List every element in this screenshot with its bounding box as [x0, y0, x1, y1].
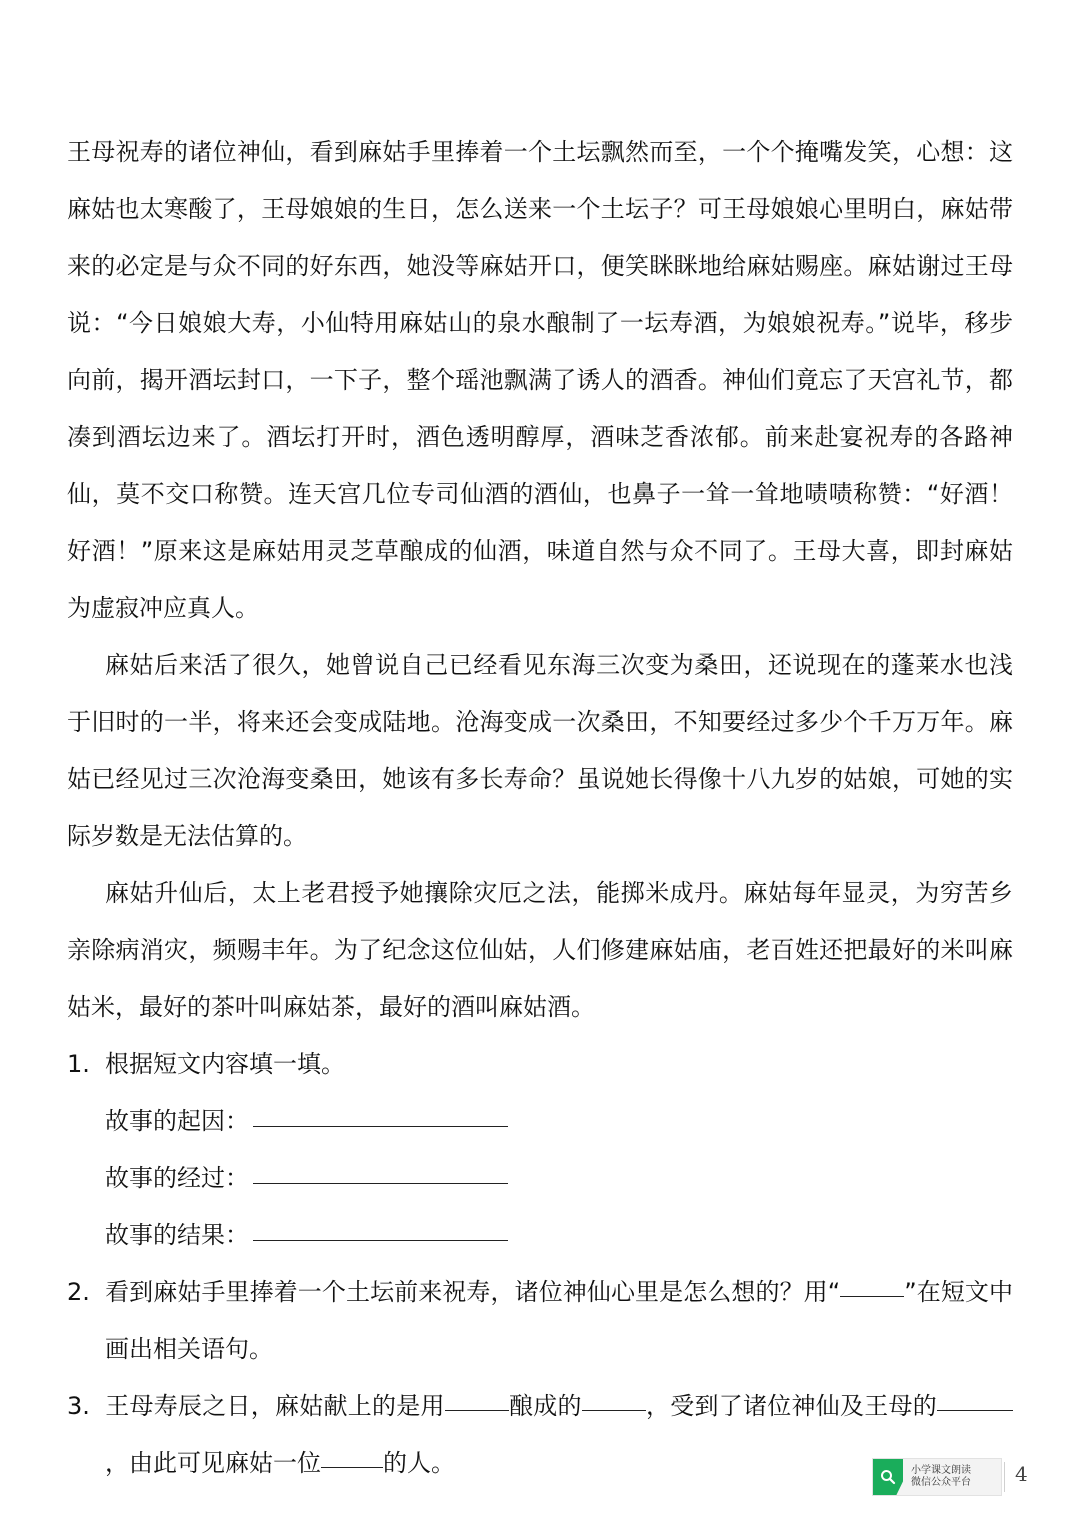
footer-divider: [1004, 1462, 1005, 1492]
question-2-text-part2: ”在短文中画出相关语句。: [105, 1278, 1013, 1363]
question-2-text-part1: 看到麻姑手里捧着一个土坛前来祝寿，诸位神仙心里是怎么想的？用“: [105, 1278, 841, 1306]
search-icon: [873, 1459, 903, 1495]
wechat-platform-logo: [872, 1458, 1002, 1496]
process-answer-blank[interactable]: [253, 1159, 508, 1184]
question-3-text-part1: 王母寿辰之日，麻姑献上的是用: [105, 1392, 445, 1420]
cause-answer-blank[interactable]: [253, 1102, 508, 1127]
trait-blank[interactable]: [321, 1445, 383, 1468]
question-1-text: 根据短文内容填一填。: [105, 1050, 345, 1078]
process-label: 故事的经过：: [105, 1164, 249, 1192]
story-paragraph-1: 王母祝寿的诸位神仙，看到麻姑手里捧着一个土坛飘然而至，一个个掩嘴发笑，心想：这麻姑也太寒酸了，王母娘娘的生日，怎么送来一个土坛子？可王母娘娘心里明白，麻姑带来的必定是与众不同的好东西，她没等麻姑开口，便笑眯眯地给麻姑赐座。麻姑谢过王母说：“今日娘娘大寿，小仙特用麻姑山的泉水酿制了一坛寿酒，为娘娘祝寿。”说毕，移步向前，揭开酒坛封口，一下子，整个瑶池飘满了诱人的酒香。神仙们竟忘了天宫礼节，都凑到酒坛边来了。酒坛打开时，酒色透明醇厚，酒味芝香浓郁。前来赴宴祝寿的各路神仙，莫不交口称赞。连天宫几位专司仙酒的酒仙，也鼻子一耸一耸地啧啧称赞：“好酒！好酒！”原来这是麻姑用灵芝草酿成的仙酒，味道自然与众不同了。王母大喜，即封麻姑为虚寂冲应真人。: [67, 138, 1013, 622]
underline-sample-blank: [840, 1274, 904, 1297]
question-3-number: 3.: [67, 1392, 90, 1420]
question-1-row-cause: [67, 1093, 1013, 1150]
logo-line-1: 小学课文朗读: [911, 1465, 971, 1476]
reaction-blank[interactable]: [937, 1388, 1013, 1411]
ingredient-blank[interactable]: [445, 1388, 509, 1411]
result-answer-blank[interactable]: [253, 1216, 508, 1241]
story-paragraph-3: 麻姑升仙后，太上老君授予她攘除灾厄之法，能掷米成丹。麻姑每年显灵，为穷苦乡亲除病消灾，频赐丰年。为了纪念这位仙姑，人们修建麻姑庙，老百姓还把最好的米叫麻姑米，最好的茶叶叫麻姑茶，最好的酒叫麻姑酒。: [67, 879, 1013, 1021]
question-2-number: 2.: [67, 1278, 90, 1306]
product-blank[interactable]: [582, 1388, 646, 1411]
cause-label: 故事的起因：: [105, 1107, 249, 1135]
question-2: [67, 1264, 1013, 1378]
question-3-text-part3: ，受到了诸位神仙及王母的: [645, 1392, 937, 1420]
question-1: [67, 1036, 1013, 1093]
page-number: 4: [1015, 1462, 1028, 1486]
logo-text: [903, 1465, 971, 1489]
question-3-text-part2: 酿成的: [508, 1392, 582, 1420]
question-1-row-process: [67, 1150, 1013, 1207]
document-body: [67, 124, 1013, 1492]
result-label: 故事的结果：: [105, 1221, 249, 1249]
question-3-text-part5: 的人。: [383, 1449, 455, 1477]
question-3-text-part4: ，由此可见麻姑一位: [105, 1449, 321, 1477]
question-1-row-result: [67, 1207, 1013, 1264]
story-paragraph-2: 麻姑后来活了很久，她曾说自己已经看见东海三次变为桑田，还说现在的蓬莱水也浅于旧时的一半，将来还会变成陆地。沧海变成一次桑田，不知要经过多少个千万万年。麻姑已经见过三次沧海变桑田，她该有多长寿命？虽说她长得像十八九岁的姑娘，可她的实际岁数是无法估算的。: [67, 651, 1013, 850]
question-1-number: 1.: [67, 1050, 90, 1078]
logo-line-2: 微信公众平台: [911, 1477, 971, 1488]
